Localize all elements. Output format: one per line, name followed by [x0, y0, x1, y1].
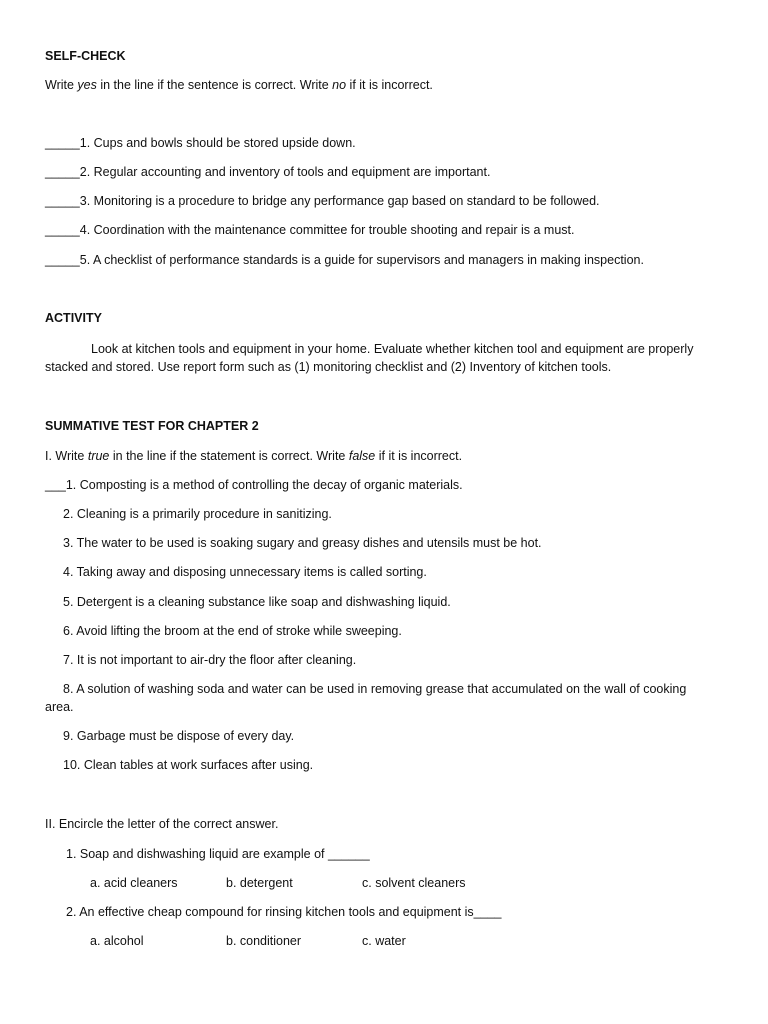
- answer-choice-c: c. solvent cleaners: [362, 876, 466, 890]
- instruction-text: if it is incorrect.: [346, 78, 433, 92]
- part1-item: 7. It is not important to air-dry the floor after cleaning.: [63, 653, 357, 667]
- answer-choice-c: c. water: [362, 934, 406, 948]
- answer-choice-b: b. conditioner: [226, 934, 302, 948]
- part1-item: 3. The water to be used is soaking sugary and greasy dishes and utensils must be hot.: [63, 536, 542, 550]
- instruction-text: I. Write: [45, 449, 88, 463]
- summative-heading: SUMMATIVE TEST FOR CHAPTER 2: [45, 419, 259, 433]
- activity-heading: ACTIVITY: [45, 311, 102, 325]
- part1-item: 2. Cleaning is a primarily procedure in sanitizing.: [63, 507, 332, 521]
- self-check-heading: SELF-CHECK: [45, 49, 126, 63]
- part1-item: 5. Detergent is a cleaning substance like soap and dishwashing liquid.: [63, 595, 451, 609]
- instruction-text: Write: [45, 78, 78, 92]
- instruction-false: false: [348, 449, 376, 463]
- answer-choice-a: a. acid cleaners: [90, 876, 178, 890]
- part2-instruction: II. Encircle the letter of the correct answer.: [45, 817, 279, 831]
- instruction-text: in the line if the statement is correct. Write: [109, 449, 349, 463]
- instruction-true: true: [87, 449, 110, 463]
- part1-item: 8. A solution of washing soda and water can be used in removing grease that accumulated on the wall of cooking: [63, 682, 687, 696]
- instruction-no: no: [332, 78, 347, 92]
- self-check-item: _____4. Coordination with the maintenance committee for trouble shooting and repair is a must.: [45, 223, 575, 237]
- part1-item: 10. Clean tables at work surfaces after using.: [63, 758, 314, 772]
- part1-item: 4. Taking away and disposing unnecessary items is called sorting.: [63, 565, 427, 579]
- part1-item: ___1. Composting is a method of controlling the decay of organic materials.: [45, 478, 463, 492]
- part2-question: 2. An effective cheap compound for rinsing kitchen tools and equipment is____: [66, 905, 502, 919]
- activity-paragraph-line: Look at kitchen tools and equipment in your home. Evaluate whether kitchen tool and equipment are properly: [91, 342, 694, 356]
- part2-question: 1. Soap and dishwashing liquid are example of ______: [66, 847, 370, 861]
- instruction-yes: yes: [77, 78, 97, 92]
- part1-instruction: [45, 447, 462, 465]
- self-check-item: _____2. Regular accounting and inventory of tools and equipment are important.: [45, 165, 491, 179]
- self-check-item: _____1. Cups and bowls should be stored upside down.: [45, 136, 356, 150]
- self-check-item: _____3. Monitoring is a procedure to bridge any performance gap based on standard to be followed.: [45, 194, 600, 208]
- answer-choice-a: a. alcohol: [90, 934, 144, 948]
- part1-item: 6. Avoid lifting the broom at the end of stroke while sweeping.: [63, 624, 402, 638]
- self-check-item: _____5. A checklist of performance standards is a guide for supervisors and managers in making inspection.: [45, 253, 644, 267]
- instruction-text: in the line if the sentence is correct. Write: [96, 78, 333, 92]
- instruction-text: if it is incorrect.: [375, 449, 463, 463]
- part1-item-continuation: area.: [45, 700, 74, 714]
- answer-choice-b: b. detergent: [226, 876, 293, 890]
- self-check-instruction: [45, 76, 433, 94]
- activity-paragraph-line: stacked and stored. Use report form such as (1) monitoring checklist and (2) Inventory of kitchen tools.: [45, 360, 612, 374]
- part1-item: 9. Garbage must be dispose of every day.: [63, 729, 295, 743]
